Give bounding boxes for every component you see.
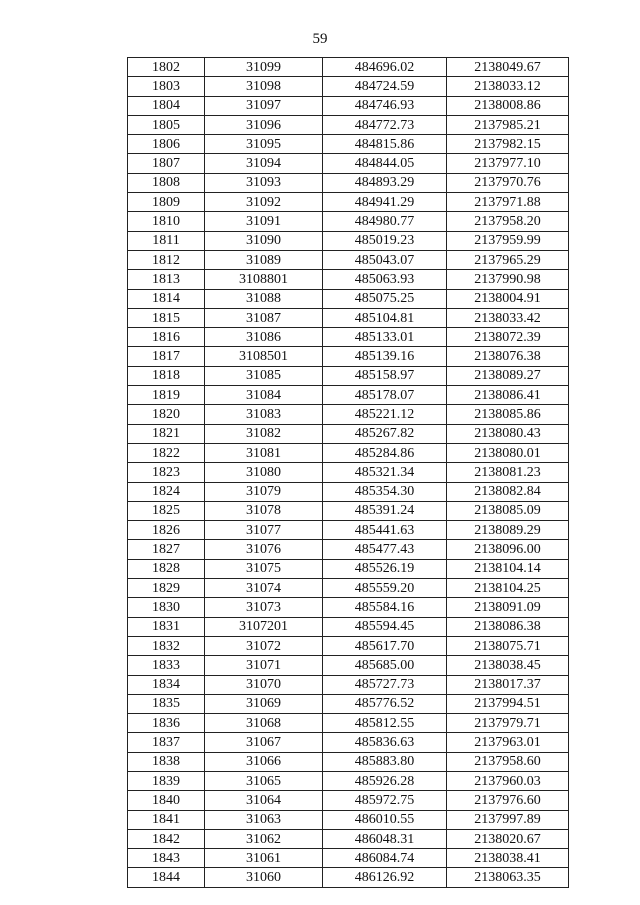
x-coordinate-cell: 485441.63 <box>323 521 447 540</box>
point-id-cell: 31084 <box>205 386 323 405</box>
row-index-cell: 1837 <box>128 733 205 752</box>
table-row <box>128 752 569 771</box>
row-index-cell: 1830 <box>128 598 205 617</box>
x-coordinate-cell: 485559.20 <box>323 579 447 598</box>
row-index-cell: 1810 <box>128 212 205 231</box>
point-id-cell: 31079 <box>205 482 323 501</box>
y-coordinate-cell: 2138082.84 <box>447 482 569 501</box>
row-index-cell: 1836 <box>128 714 205 733</box>
row-index-cell: 1833 <box>128 656 205 675</box>
point-id-cell: 3108801 <box>205 270 323 289</box>
point-id-cell: 31073 <box>205 598 323 617</box>
x-coordinate-cell: 484941.29 <box>323 193 447 212</box>
x-coordinate-cell: 485019.23 <box>323 231 447 250</box>
table-row <box>128 714 569 733</box>
row-index-cell: 1841 <box>128 810 205 829</box>
y-coordinate-cell: 2137982.15 <box>447 135 569 154</box>
table-row <box>128 733 569 752</box>
point-id-cell: 31066 <box>205 752 323 771</box>
table-row <box>128 386 569 405</box>
table-row <box>128 482 569 501</box>
y-coordinate-cell: 2138091.09 <box>447 598 569 617</box>
coordinates-table-body <box>128 58 569 888</box>
y-coordinate-cell: 2138004.91 <box>447 289 569 308</box>
point-id-cell: 3107201 <box>205 617 323 636</box>
x-coordinate-cell: 485133.01 <box>323 328 447 347</box>
y-coordinate-cell: 2137959.99 <box>447 231 569 250</box>
row-index-cell: 1802 <box>128 58 205 77</box>
row-index-cell: 1828 <box>128 559 205 578</box>
y-coordinate-cell: 2138104.25 <box>447 579 569 598</box>
point-id-cell: 31065 <box>205 771 323 790</box>
y-coordinate-cell: 2138081.23 <box>447 463 569 482</box>
y-coordinate-cell: 2138020.67 <box>447 829 569 848</box>
y-coordinate-cell: 2138049.67 <box>447 58 569 77</box>
point-id-cell: 31075 <box>205 559 323 578</box>
x-coordinate-cell: 485321.34 <box>323 463 447 482</box>
row-index-cell: 1819 <box>128 386 205 405</box>
table-row <box>128 135 569 154</box>
point-id-cell: 31096 <box>205 115 323 134</box>
y-coordinate-cell: 2138085.86 <box>447 405 569 424</box>
row-index-cell: 1821 <box>128 424 205 443</box>
row-index-cell: 1842 <box>128 829 205 848</box>
table-row <box>128 424 569 443</box>
row-index-cell: 1816 <box>128 328 205 347</box>
row-index-cell: 1806 <box>128 135 205 154</box>
y-coordinate-cell: 2138080.43 <box>447 424 569 443</box>
x-coordinate-cell: 486010.55 <box>323 810 447 829</box>
y-coordinate-cell: 2137958.60 <box>447 752 569 771</box>
table-row <box>128 521 569 540</box>
point-id-cell: 31081 <box>205 443 323 462</box>
point-id-cell: 31069 <box>205 694 323 713</box>
y-coordinate-cell: 2138089.29 <box>447 521 569 540</box>
table-row <box>128 77 569 96</box>
table-row <box>128 868 569 887</box>
table-row <box>128 96 569 115</box>
point-id-cell: 31062 <box>205 829 323 848</box>
y-coordinate-cell: 2138089.27 <box>447 366 569 385</box>
point-id-cell: 31093 <box>205 173 323 192</box>
y-coordinate-cell: 2137985.21 <box>447 115 569 134</box>
y-coordinate-cell: 2137977.10 <box>447 154 569 173</box>
row-index-cell: 1808 <box>128 173 205 192</box>
y-coordinate-cell: 2138080.01 <box>447 443 569 462</box>
y-coordinate-cell: 2138008.86 <box>447 96 569 115</box>
table-row <box>128 405 569 424</box>
x-coordinate-cell: 484772.73 <box>323 115 447 134</box>
table-row <box>128 598 569 617</box>
row-index-cell: 1809 <box>128 193 205 212</box>
table-row <box>128 810 569 829</box>
row-index-cell: 1817 <box>128 347 205 366</box>
x-coordinate-cell: 484844.05 <box>323 154 447 173</box>
point-id-cell: 31078 <box>205 501 323 520</box>
x-coordinate-cell: 485812.55 <box>323 714 447 733</box>
point-id-cell: 31089 <box>205 250 323 269</box>
point-id-cell: 31071 <box>205 656 323 675</box>
x-coordinate-cell: 484696.02 <box>323 58 447 77</box>
table-row <box>128 212 569 231</box>
table-row <box>128 675 569 694</box>
point-id-cell: 3108501 <box>205 347 323 366</box>
table-row <box>128 115 569 134</box>
y-coordinate-cell: 2137994.51 <box>447 694 569 713</box>
row-index-cell: 1825 <box>128 501 205 520</box>
row-index-cell: 1815 <box>128 308 205 327</box>
y-coordinate-cell: 2137979.71 <box>447 714 569 733</box>
table-row <box>128 771 569 790</box>
x-coordinate-cell: 485972.75 <box>323 791 447 810</box>
point-id-cell: 31064 <box>205 791 323 810</box>
x-coordinate-cell: 485594.45 <box>323 617 447 636</box>
y-coordinate-cell: 2138072.39 <box>447 328 569 347</box>
x-coordinate-cell: 484815.86 <box>323 135 447 154</box>
x-coordinate-cell: 485104.81 <box>323 308 447 327</box>
point-id-cell: 31080 <box>205 463 323 482</box>
x-coordinate-cell: 485063.93 <box>323 270 447 289</box>
x-coordinate-cell: 485727.73 <box>323 675 447 694</box>
table-row <box>128 849 569 868</box>
x-coordinate-cell: 485284.86 <box>323 443 447 462</box>
page-number: 59 <box>312 31 328 47</box>
x-coordinate-cell: 485617.70 <box>323 636 447 655</box>
point-id-cell: 31067 <box>205 733 323 752</box>
row-index-cell: 1835 <box>128 694 205 713</box>
x-coordinate-cell: 484746.93 <box>323 96 447 115</box>
row-index-cell: 1843 <box>128 849 205 868</box>
row-index-cell: 1838 <box>128 752 205 771</box>
row-index-cell: 1820 <box>128 405 205 424</box>
row-index-cell: 1813 <box>128 270 205 289</box>
table-row <box>128 636 569 655</box>
point-id-cell: 31086 <box>205 328 323 347</box>
y-coordinate-cell: 2138038.45 <box>447 656 569 675</box>
point-id-cell: 31077 <box>205 521 323 540</box>
row-index-cell: 1834 <box>128 675 205 694</box>
point-id-cell: 31072 <box>205 636 323 655</box>
table-row <box>128 289 569 308</box>
point-id-cell: 31091 <box>205 212 323 231</box>
y-coordinate-cell: 2138017.37 <box>447 675 569 694</box>
y-coordinate-cell: 2138104.14 <box>447 559 569 578</box>
point-id-cell: 31088 <box>205 289 323 308</box>
point-id-cell: 31068 <box>205 714 323 733</box>
table-row <box>128 463 569 482</box>
y-coordinate-cell: 2138086.38 <box>447 617 569 636</box>
point-id-cell: 31082 <box>205 424 323 443</box>
x-coordinate-cell: 485926.28 <box>323 771 447 790</box>
x-coordinate-cell: 485584.16 <box>323 598 447 617</box>
point-id-cell: 31063 <box>205 810 323 829</box>
table-row <box>128 501 569 520</box>
y-coordinate-cell: 2137963.01 <box>447 733 569 752</box>
x-coordinate-cell: 485685.00 <box>323 656 447 675</box>
table-row <box>128 617 569 636</box>
y-coordinate-cell: 2137976.60 <box>447 791 569 810</box>
y-coordinate-cell: 2138076.38 <box>447 347 569 366</box>
row-index-cell: 1826 <box>128 521 205 540</box>
point-id-cell: 31083 <box>205 405 323 424</box>
table-row <box>128 791 569 810</box>
table-row <box>128 656 569 675</box>
row-index-cell: 1805 <box>128 115 205 134</box>
table-row <box>128 579 569 598</box>
table-row <box>128 559 569 578</box>
row-index-cell: 1807 <box>128 154 205 173</box>
x-coordinate-cell: 486084.74 <box>323 849 447 868</box>
row-index-cell: 1814 <box>128 289 205 308</box>
table-row <box>128 540 569 559</box>
x-coordinate-cell: 484724.59 <box>323 77 447 96</box>
row-index-cell: 1831 <box>128 617 205 636</box>
point-id-cell: 31097 <box>205 96 323 115</box>
x-coordinate-cell: 485043.07 <box>323 250 447 269</box>
x-coordinate-cell: 485526.19 <box>323 559 447 578</box>
row-index-cell: 1832 <box>128 636 205 655</box>
point-id-cell: 31098 <box>205 77 323 96</box>
row-index-cell: 1844 <box>128 868 205 887</box>
row-index-cell: 1823 <box>128 463 205 482</box>
x-coordinate-cell: 484893.29 <box>323 173 447 192</box>
x-coordinate-cell: 485267.82 <box>323 424 447 443</box>
table-row <box>128 173 569 192</box>
x-coordinate-cell: 485836.63 <box>323 733 447 752</box>
y-coordinate-cell: 2138075.71 <box>447 636 569 655</box>
row-index-cell: 1824 <box>128 482 205 501</box>
point-id-cell: 31061 <box>205 849 323 868</box>
y-coordinate-cell: 2137958.20 <box>447 212 569 231</box>
table-row <box>128 443 569 462</box>
x-coordinate-cell: 485477.43 <box>323 540 447 559</box>
x-coordinate-cell: 485776.52 <box>323 694 447 713</box>
x-coordinate-cell: 485354.30 <box>323 482 447 501</box>
y-coordinate-cell: 2138033.12 <box>447 77 569 96</box>
x-coordinate-cell: 485075.25 <box>323 289 447 308</box>
point-id-cell: 31070 <box>205 675 323 694</box>
point-id-cell: 31099 <box>205 58 323 77</box>
row-index-cell: 1827 <box>128 540 205 559</box>
row-index-cell: 1803 <box>128 77 205 96</box>
table-row <box>128 694 569 713</box>
coordinates-table <box>127 57 569 888</box>
point-id-cell: 31090 <box>205 231 323 250</box>
table-row <box>128 328 569 347</box>
y-coordinate-cell: 2138063.35 <box>447 868 569 887</box>
table-row <box>128 250 569 269</box>
table-row <box>128 193 569 212</box>
x-coordinate-cell: 485139.16 <box>323 347 447 366</box>
point-id-cell: 31092 <box>205 193 323 212</box>
row-index-cell: 1839 <box>128 771 205 790</box>
y-coordinate-cell: 2138033.42 <box>447 308 569 327</box>
x-coordinate-cell: 485391.24 <box>323 501 447 520</box>
point-id-cell: 31095 <box>205 135 323 154</box>
table-row <box>128 366 569 385</box>
table-row <box>128 308 569 327</box>
y-coordinate-cell: 2137997.89 <box>447 810 569 829</box>
row-index-cell: 1818 <box>128 366 205 385</box>
y-coordinate-cell: 2138038.41 <box>447 849 569 868</box>
table-row <box>128 154 569 173</box>
x-coordinate-cell: 485158.97 <box>323 366 447 385</box>
y-coordinate-cell: 2137965.29 <box>447 250 569 269</box>
point-id-cell: 31076 <box>205 540 323 559</box>
y-coordinate-cell: 2138096.00 <box>447 540 569 559</box>
table-row <box>128 829 569 848</box>
table-row <box>128 231 569 250</box>
y-coordinate-cell: 2138085.09 <box>447 501 569 520</box>
x-coordinate-cell: 486048.31 <box>323 829 447 848</box>
point-id-cell: 31094 <box>205 154 323 173</box>
row-index-cell: 1822 <box>128 443 205 462</box>
row-index-cell: 1811 <box>128 231 205 250</box>
point-id-cell: 31060 <box>205 868 323 887</box>
y-coordinate-cell: 2138086.41 <box>447 386 569 405</box>
y-coordinate-cell: 2137971.88 <box>447 193 569 212</box>
x-coordinate-cell: 485178.07 <box>323 386 447 405</box>
x-coordinate-cell: 484980.77 <box>323 212 447 231</box>
x-coordinate-cell: 485221.12 <box>323 405 447 424</box>
x-coordinate-cell: 485883.80 <box>323 752 447 771</box>
table-row <box>128 58 569 77</box>
row-index-cell: 1812 <box>128 250 205 269</box>
y-coordinate-cell: 2137990.98 <box>447 270 569 289</box>
point-id-cell: 31087 <box>205 308 323 327</box>
table-row <box>128 270 569 289</box>
row-index-cell: 1840 <box>128 791 205 810</box>
point-id-cell: 31085 <box>205 366 323 385</box>
y-coordinate-cell: 2137970.76 <box>447 173 569 192</box>
row-index-cell: 1804 <box>128 96 205 115</box>
point-id-cell: 31074 <box>205 579 323 598</box>
table-row <box>128 347 569 366</box>
y-coordinate-cell: 2137960.03 <box>447 771 569 790</box>
row-index-cell: 1829 <box>128 579 205 598</box>
x-coordinate-cell: 486126.92 <box>323 868 447 887</box>
